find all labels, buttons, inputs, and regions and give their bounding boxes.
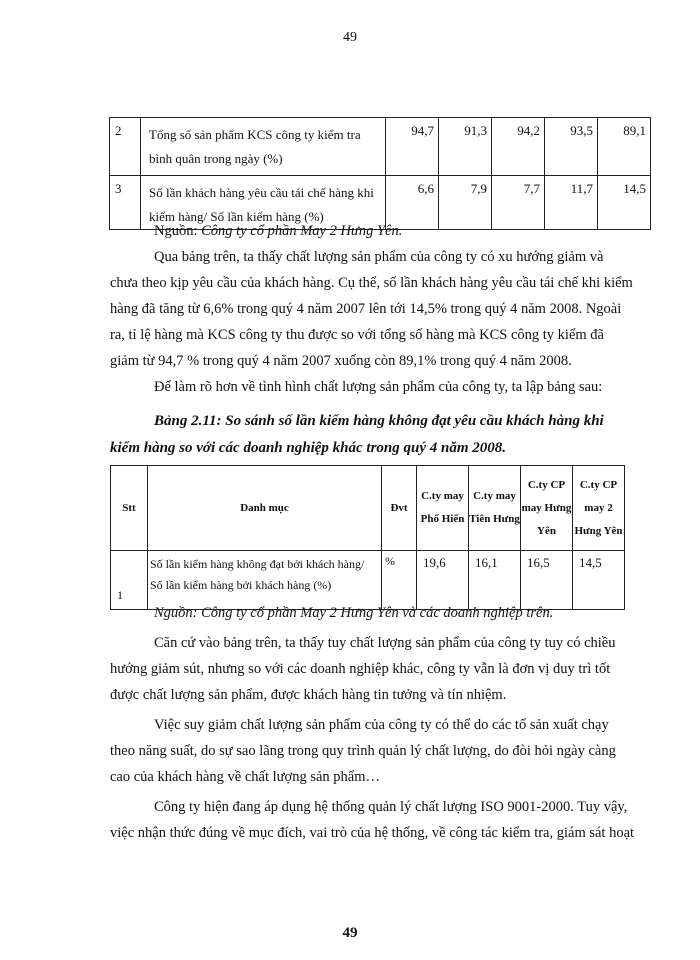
- row-value: 7,7: [492, 176, 545, 230]
- row-value: 94,2: [492, 118, 545, 176]
- row-value: 14,5: [573, 551, 625, 610]
- row-number: 1: [111, 551, 148, 610]
- source-note: [110, 218, 635, 244]
- quality-table: [109, 117, 651, 230]
- row-value: 11,7: [545, 176, 598, 230]
- row-description: Số lần khách hàng yêu cầu tái chế hàng khi kiểm hàng/ Số lần kiểm hàng (%): [141, 176, 386, 230]
- row-unit: %: [382, 551, 417, 610]
- paragraph: Công ty hiện đang áp dụng hệ thống quản lý chất lượng ISO 9001-2000. Tuy vậy, việc nhận thức đúng về mục đích, vai trò của hệ thống, về công tác kiểm tra, giám sát hoạt: [110, 799, 635, 841]
- row-value: 19,6: [417, 551, 469, 610]
- paragraph: Việc suy giảm chất lượng sản phẩm của công ty có thể do các tổ sản xuất chạy theo năng suất, do sự sao lãng trong quy trình quản lý chất lượng, do đòi hỏi ngày càng cao của khách hàng về chất lượng sản phẩm…: [110, 717, 616, 785]
- row-value: 16,1: [469, 551, 521, 610]
- page-number-bottom: 49: [342, 925, 358, 941]
- paragraph: Để làm rõ hơn về tình hình chất lượng sản phẩm của công ty, ta lập bảng sau:: [154, 379, 603, 395]
- paragraph: Qua bảng trên, ta thấy chất lượng sản phẩm của công ty có xu hướng giảm và chưa theo kịp yêu cầu của khách hàng. Cụ thể, số lần khách hàng yêu cầu tái chế khi kiểm hàng đã tăng từ 6,6% trong quý 4 năm 2007 lên tới 14,5% trong quý 4 năm 2008. Ngoài ra, tỉ lệ hàng mà KCS công ty thu được so với tổng số hàng mà KCS công ty kiểm đã giảm từ 94,7 % trong quý 4 năm 2007 xuống còn 89,1% trong quý 4 năm 2008.: [110, 249, 633, 369]
- source-name: Công ty cổ phần May 2 Hưng Yên.: [201, 223, 403, 239]
- row-description: Số lần kiểm hàng không đạt bởi khách hàng/ Số lần kiểm hàng bởi khách hàng (%): [148, 551, 382, 610]
- header-dvt: Đvt: [382, 466, 417, 551]
- page-number-top: 49: [343, 30, 357, 45]
- table-header-row: [111, 466, 625, 551]
- source-prefix: Nguồn:: [154, 223, 202, 239]
- comparison-table: [110, 465, 625, 610]
- row-value: 14,5: [598, 176, 651, 230]
- row-value: 94,7: [386, 118, 439, 176]
- header-company: C.ty may Phố Hiến: [417, 466, 469, 551]
- row-value: 16,5: [521, 551, 573, 610]
- row-description: Tổng số sản phẩm KCS công ty kiểm tra bình quân trong ngày (%): [141, 118, 386, 176]
- row-value: 89,1: [598, 118, 651, 176]
- paragraph: Căn cứ vào bảng trên, ta thấy tuy chất lượng sản phẩm của công ty tuy có chiều hướng giảm sút, nhưng so với các doanh nghiệp khác, công ty vẫn là đơn vị duy trì tốt được chất lượng sản phẩm, được khách hàng tin tưởng và tín nhiệm.: [110, 635, 616, 703]
- header-company: C.ty CP may 2 Hưng Yên: [573, 466, 625, 551]
- header-company: C.ty CP may Hưng Yên: [521, 466, 573, 551]
- row-value: 93,5: [545, 118, 598, 176]
- header-company: C.ty may Tiên Hưng: [469, 466, 521, 551]
- row-value: 7,9: [439, 176, 492, 230]
- header-stt: Stt: [111, 466, 148, 551]
- row-number: 2: [110, 118, 141, 176]
- source-note-2: Nguồn: Công ty cổ phần May 2 Hưng Yên và các doanh nghiệp trên.: [154, 605, 554, 621]
- row-value: 6,6: [386, 176, 439, 230]
- table-row: [110, 118, 651, 176]
- row-number: 3: [110, 176, 141, 230]
- table-caption: Bảng 2.11: So sánh số lần kiểm hàng không đạt yêu cầu khách hàng khi kiểm hàng so với các doanh nghiệp khác trong quý 4 năm 2008.: [110, 413, 604, 456]
- header-danh-muc: Danh mục: [148, 466, 382, 551]
- row-value: 91,3: [439, 118, 492, 176]
